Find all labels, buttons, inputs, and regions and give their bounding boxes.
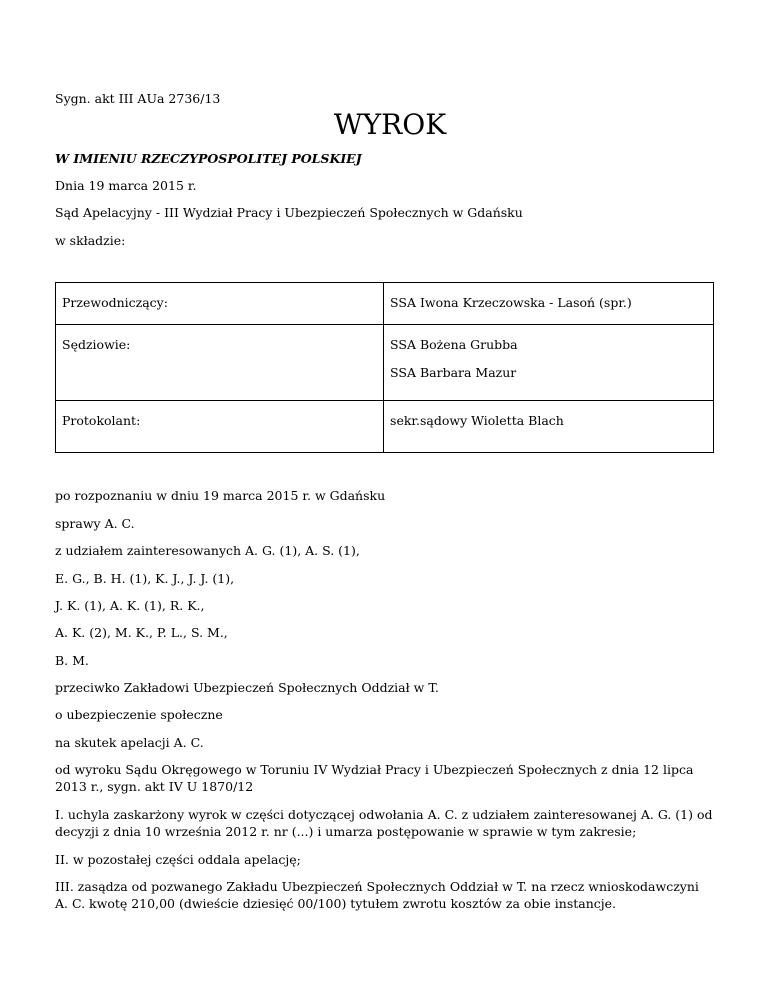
body-line: na skutek apelacji A. C. [55,735,204,750]
table-row [56,401,714,453]
panel-role-cell [56,401,384,453]
panel-role-judges: Sędziowie: [62,337,131,352]
table-row [56,325,714,401]
panel-role-cell [56,325,384,401]
body-line: przeciwko Zakładowi Ubezpieczeń Społecznych Oddział w T. [55,680,439,695]
panel-name-judge-2: SSA Barbara Mazur [390,365,517,380]
table-row [56,283,714,325]
panel-role-clerk: Protokolant: [62,413,141,428]
case-signature: Sygn. akt III AUa 2736/13 [55,91,221,106]
panel-name-judge-1: SSA Bożena Grubba [390,337,518,352]
body-line: J. K. (1), A. K. (1), R. K., [55,598,205,613]
document-subtitle: W IMIENIU RZECZYPOSPOLITEJ POLSKIEJ [55,151,362,166]
panel-names-cell [384,401,714,453]
body-line: sprawy A. C. [55,516,135,531]
panel-names-cell [384,325,714,401]
body-line: E. G., B. H. (1), K. J., J. J. (1), [55,571,235,586]
ruling-item: I. uchyla zaskarżony wyrok w części dotyczącej odwołania A. C. z udziałem zainteresowanej A. G. (1) od decyzji z dnia 10 września 2012 r. nr (...) i umarza postępowanie w sprawie w tym zakresie; [55,807,713,839]
panel-role-presiding: Przewodniczący: [62,295,168,310]
composition-intro: w składzie: [55,233,126,248]
body-line: po rozpoznaniu w dniu 19 marca 2015 r. w Gdańsku [55,488,386,503]
panel-role-cell [56,283,384,325]
court-panel-table [55,282,714,453]
ruling-item: II. w pozostałej części oddala apelację; [55,852,301,867]
court-name: Sąd Apelacyjny - III Wydział Pracy i Ubezpieczeń Społecznych w Gdańsku [55,205,523,220]
document-title: WYROK [333,108,447,141]
panel-names-cell [384,283,714,325]
body-line: o ubezpieczenie społeczne [55,707,223,722]
body-line: A. K. (2), M. K., P. L., S. M., [55,625,228,640]
appeal-source: od wyroku Sądu Okręgowego w Toruniu IV Wydział Pracy i Ubezpieczeń Społecznych z dnia 12 lipca 2013 r., sygn. akt IV U 1870/12 [55,762,694,794]
ruling-item: III. zasądza od pozwanego Zakładu Ubezpieczeń Społecznych Oddział w T. na rzecz wnioskodawczyni A. C. kwotę 210,00 (dwieście dziesięć 00/100) tytułem zwrotu kosztów za obie instancje. [55,879,699,911]
judgment-date: Dnia 19 marca 2015 r. [55,178,197,193]
body-line: B. M. [55,653,89,668]
panel-name-clerk: sekr.sądowy Wioletta Blach [390,413,564,428]
body-line: z udziałem zainteresowanych A. G. (1), A. S. (1), [55,543,360,558]
panel-name-presiding: SSA Iwona Krzeczowska - Lasoń (spr.) [390,295,632,310]
